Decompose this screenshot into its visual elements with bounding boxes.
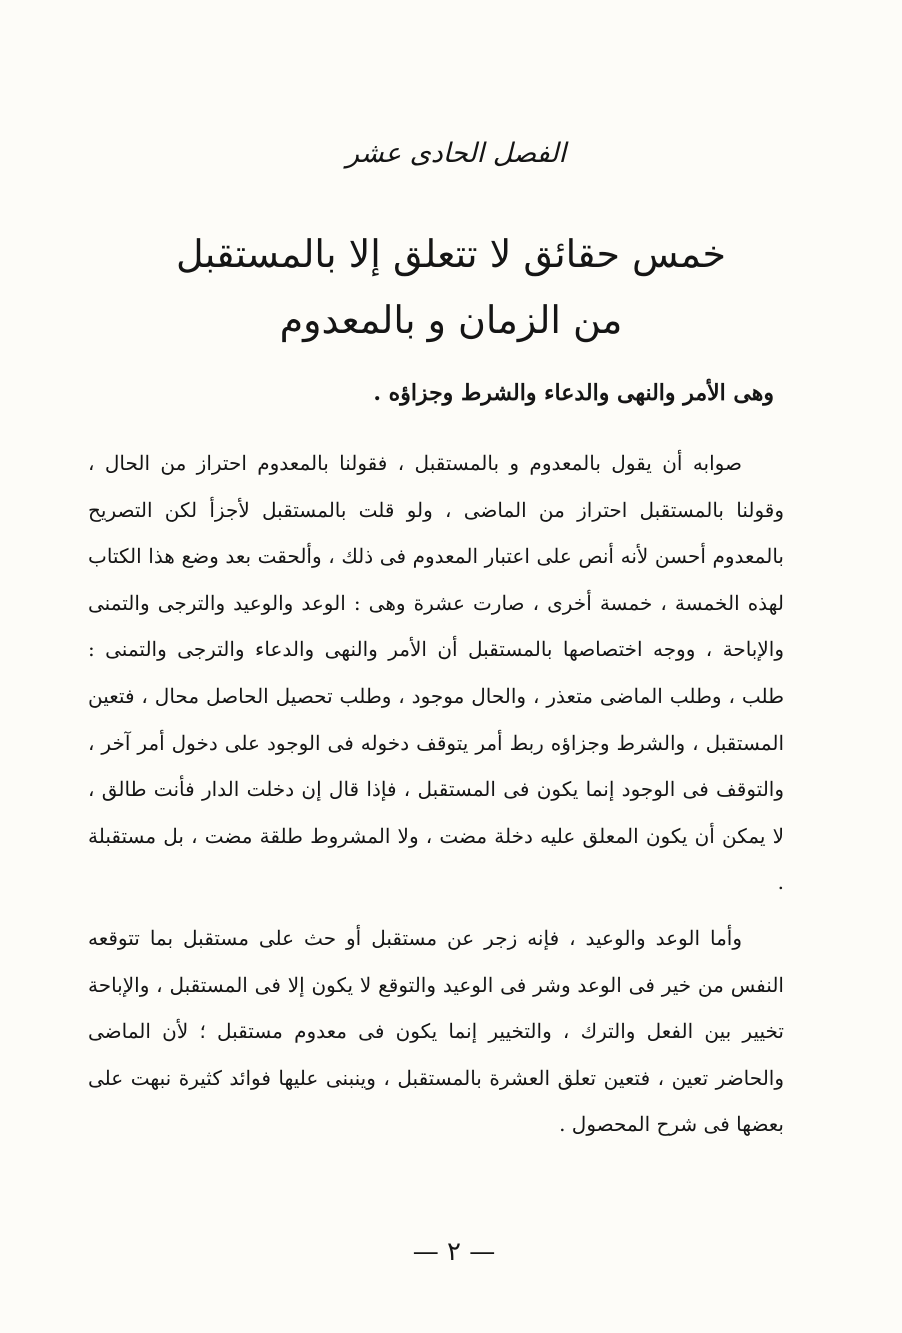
chapter-title-line-2: من الزمان و بالمعدوم	[279, 298, 623, 342]
chapter-subtitle: وهى الأمر والنهى والدعاء والشرط وجزاؤه .	[373, 380, 774, 406]
body-paragraph-1: صوابه أن يقول بالمعدوم و بالمستقبل ، فقولنا بالمعدوم احتراز من الحال ، وقولنا بالمستقبل احتراز من الماضى ، ولو قلت بالمستقبل لأجزأ لكن التصريح بالمعدوم أحسن لأنه أنص على اعتبار المعدوم فى ذلك ، وألحقت بعد وضع هذا الكتاب لهذه الخمسة ، خمسة أخرى ، صارت عشرة وهى : الوعد والوعيد والترجى والتمنى والإباحة ، ووجه اختصاصها بالمستقبل أن الأمر والنهى والدعاء والترجى والتمنى : طلب ، وطلب الماضى متعذر ، والحال موجود ، وطلب تحصيل الحاصل محال ، فتعين المستقبل ، والشرط وجزاؤه ربط أمر يتوقف دخوله فى الوجود على دخول أمر آخر ، والتوقف فى الوجود إنما يكون فى المستقبل ، فإذا قال إن دخلت الدار فأنت طالق ، لا يمكن أن يكون المعلق عليه دخلة مضت ، ولا المشروط طلقة مضت ، بل مستقبلة .	[88, 451, 784, 895]
chapter-label: الفصل الحادى عشر	[345, 138, 567, 169]
page-number: — ٢ —	[412, 1237, 496, 1267]
chapter-title-line-1: خمس حقائق لا تتعلق إلا بالمستقبل	[176, 232, 726, 276]
body-paragraph-2: وأما الوعد والوعيد ، فإنه زجر عن مستقبل أو حث على مستقبل بما تتوقعه النفس من خير فى الوعد وشر فى الوعيد والتوقع لا يكون إلا فى المستقبل ، والإباحة تخيير بين الفعل والترك ، والتخيير إنما يكون فى معدوم مستقبل ؛ لأن الماضى والحاضر تعين ، فتعين تعلق العشرة بالمستقبل ، وينبنى عليها فوائد كثيرة نبهت على بعضها فى شرح المحصول .	[88, 926, 784, 1137]
